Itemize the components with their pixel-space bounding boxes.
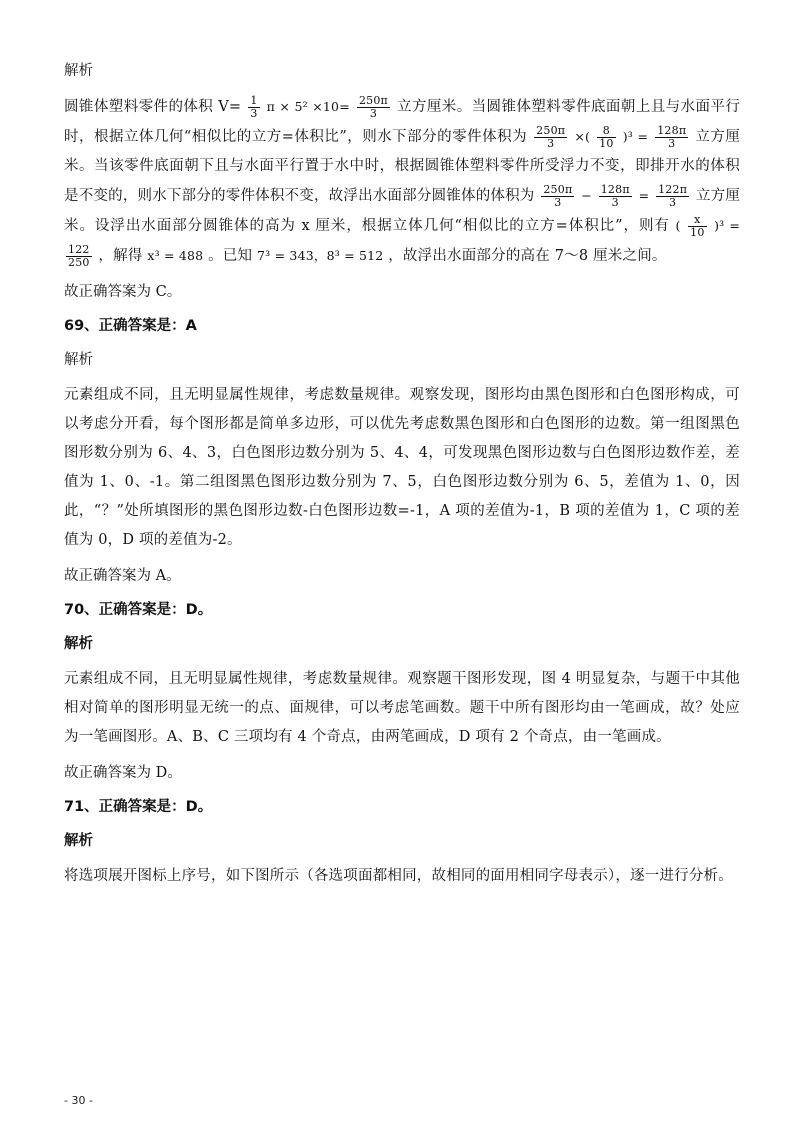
text-run: 立方厘米。设浮出水面部分圆锥体的高为 x 厘米，根据立体几何“相似比的立方=体积比”，则有 xyxy=(64,188,741,234)
fraction-numerator: 8 xyxy=(597,125,615,138)
fraction-numerator: 128π xyxy=(600,182,630,196)
fraction-numerator: x xyxy=(688,214,706,227)
fraction-denominator: 3 xyxy=(611,195,619,209)
fraction-numerator: 1 xyxy=(250,93,258,107)
page-number: - 30 - xyxy=(64,1094,93,1107)
fraction-denominator: 3 xyxy=(668,136,676,150)
fraction xyxy=(655,125,688,150)
math-expression: π × 5² ×10= xyxy=(266,99,350,114)
fraction-numerator: 122 xyxy=(68,242,90,256)
math-expression: 7³ = 343，8³ = 512 xyxy=(257,248,384,263)
fraction-denominator: 10 xyxy=(690,225,705,239)
fraction-numerator: 128π xyxy=(657,123,687,137)
fraction-denominator: 3 xyxy=(250,106,258,120)
question-heading: 71、正确答案是：D。 xyxy=(64,799,213,815)
math-expression: )³ = xyxy=(714,218,741,233)
fraction-denominator: 3 xyxy=(669,195,677,209)
question-heading: 69、正确答案是：A xyxy=(64,318,197,334)
math-expression: − xyxy=(581,188,592,203)
document-page xyxy=(64,58,740,899)
fraction-denominator: 250 xyxy=(68,255,90,269)
fraction xyxy=(656,184,689,209)
fraction-numerator: 122π xyxy=(658,182,688,196)
fraction-numerator: 250π xyxy=(536,123,566,137)
fraction-numerator: 250π xyxy=(543,182,573,196)
fraction xyxy=(599,184,632,209)
fraction-denominator: 3 xyxy=(369,106,378,120)
math-expression: )³ = xyxy=(622,129,649,144)
analysis-label: 解析 xyxy=(64,833,93,849)
analysis-label: 解析 xyxy=(64,352,93,368)
text-run: 。已知 xyxy=(208,248,253,264)
text-run: ，解得 xyxy=(98,248,143,264)
fraction xyxy=(66,244,92,269)
fraction-denominator: 3 xyxy=(554,195,562,209)
math-expression: ( xyxy=(675,218,681,233)
math-expression: x³ = 488 xyxy=(147,248,204,263)
fraction xyxy=(534,125,567,150)
answer-line: 故正确答案为 C。 xyxy=(64,284,182,300)
fraction xyxy=(688,214,706,239)
fraction xyxy=(357,95,390,120)
analysis-label: 解析 xyxy=(64,636,93,652)
fraction xyxy=(248,95,259,120)
analysis-paragraph: 元素组成不同，且无明显属性规律，考虑数量规律。观察题干图形发现，图 4 明显复杂，与题干中其他相对简单的图形明显无统一的点、面规律，可以考虑笔画数。题干中所有图形均由一笔画成，故？处应为一笔画图形。A、B、C 三项均有 4 个奇点，由两笔画成，D 项有 2 个奇点，由一笔画成。 xyxy=(64,671,740,745)
text-run: ，故浮出水面部分的高在 7～8 厘米之间。 xyxy=(388,248,667,264)
math-expression: = xyxy=(638,188,650,203)
text-run: 立方厘米。当圆锥体塑料零件底面朝上且与水面平行时，根据立体几何“相似比的立方=体积比”，则水下部分的零件体积为 xyxy=(64,99,741,145)
math-expression: ×( xyxy=(574,129,591,144)
fraction xyxy=(541,184,574,209)
fraction-denominator: 3 xyxy=(547,136,555,150)
analysis-paragraph: 将选项展开图标上序号，如下图所示（各选项面都相同，故相同的面用相同字母表示），逐一进行分析。 xyxy=(64,868,733,884)
text-run: 圆锥体塑料零件的体积 V= xyxy=(64,99,242,115)
fraction-denominator: 10 xyxy=(599,136,614,150)
question-heading: 70、正确答案是：D。 xyxy=(64,602,213,618)
answer-line: 故正确答案为 D。 xyxy=(64,765,182,781)
analysis-paragraph xyxy=(64,92,740,271)
analysis-paragraph: 元素组成不同，且无明显属性规律，考虑数量规律。观察发现，图形均由黑色图形和白色图形构成，可以考虑分开看，每个图形都是简单多边形，可以优先考虑数黑色图形和白色图形的边数。第一组图黑色图形数分别为 6、4、3，白色图形边数分别为 5、4、4，可发现黑色图形边数与白色图形边数作差，差值为 1、0、-1。第二组图黑色图形边数分别为 7、5，白色图形边数分别为 6、5，差值为 1、0，因此，“？”处所填图形的黑色图形边数-白色图形边数=-1，A 项的差值为-1，B 项的差值为 1，C 项的差值为 0，D 项的差值为-2。 xyxy=(64,387,740,548)
fraction-numerator: 250π xyxy=(358,93,388,107)
analysis-label: 解析 xyxy=(64,63,93,79)
text-run: 立方厘米。当该零件底面朝下且与水面平行置于水中时，根据圆锥体塑料零件所受浮力不变，即排开水的体积是不变的，则水下部分的零件体积不变，故浮出水面部分圆锥体的体积为 xyxy=(64,129,741,204)
answer-line: 故正确答案为 A。 xyxy=(64,568,181,584)
fraction xyxy=(597,125,615,150)
